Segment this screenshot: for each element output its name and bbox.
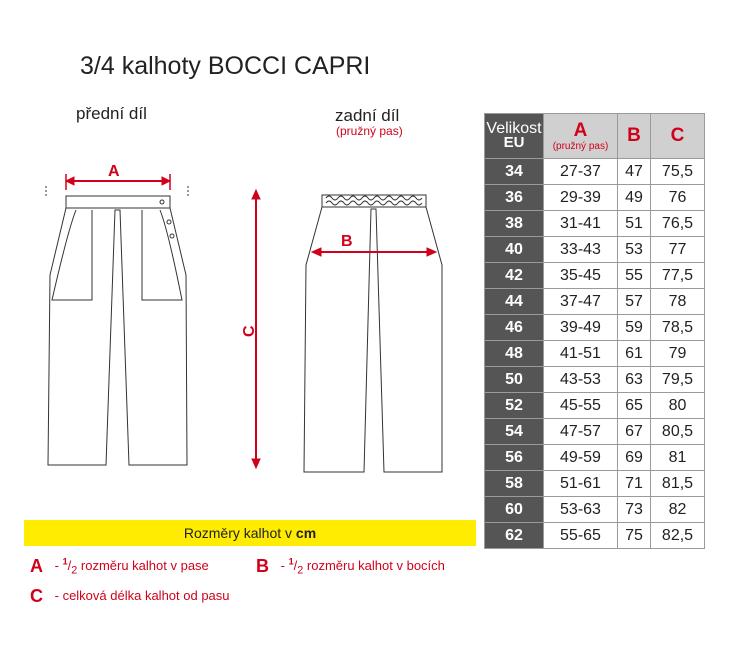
size-cell: 36 bbox=[485, 185, 544, 211]
table-row bbox=[485, 289, 705, 315]
a-cell: 51-61 bbox=[544, 471, 618, 497]
dimension-b-label: B bbox=[341, 233, 353, 250]
b-cell: 53 bbox=[618, 237, 651, 263]
a-cell: 29-39 bbox=[544, 185, 618, 211]
c-cell: 79,5 bbox=[651, 367, 705, 393]
legend-a-text: rozměru kalhot v pase bbox=[80, 558, 209, 573]
b-cell: 55 bbox=[618, 263, 651, 289]
b-cell: 63 bbox=[618, 367, 651, 393]
a-cell: 45-55 bbox=[544, 393, 618, 419]
legend-a: A - $^1/_2$ rozměru kalhot v pase bbox=[30, 556, 209, 577]
a-cell: 31-41 bbox=[544, 211, 618, 237]
legend-c-key: C bbox=[30, 586, 43, 606]
a-cell: 27-37 bbox=[544, 159, 618, 185]
c-cell: 81,5 bbox=[651, 471, 705, 497]
legend-a-key: A bbox=[30, 556, 43, 576]
table-row bbox=[485, 159, 705, 185]
legend-b: B - $^1/_2$ rozměru kalhot v bocích bbox=[256, 556, 445, 577]
c-cell: 78,5 bbox=[651, 315, 705, 341]
table-row bbox=[485, 237, 705, 263]
size-cell: 42 bbox=[485, 263, 544, 289]
back-view-note: (pružný pas) bbox=[336, 124, 403, 138]
a-cell: 35-45 bbox=[544, 263, 618, 289]
back-view-label: zadní díl bbox=[335, 106, 400, 125]
c-cell: 77 bbox=[651, 237, 705, 263]
c-cell: 80 bbox=[651, 393, 705, 419]
a-cell: 47-57 bbox=[544, 419, 618, 445]
b-cell: 65 bbox=[618, 393, 651, 419]
front-pants bbox=[46, 186, 188, 465]
front-view-label: přední díl bbox=[76, 104, 147, 123]
a-cell: 41-51 bbox=[544, 341, 618, 367]
b-cell: 49 bbox=[618, 185, 651, 211]
size-cell: 40 bbox=[485, 237, 544, 263]
table-row bbox=[485, 211, 705, 237]
table-row bbox=[485, 393, 705, 419]
c-cell: 76,5 bbox=[651, 211, 705, 237]
table-row bbox=[485, 445, 705, 471]
size-cell: 58 bbox=[485, 471, 544, 497]
table-row bbox=[485, 471, 705, 497]
b-cell: 69 bbox=[618, 445, 651, 471]
a-header-note: (pružný pas) bbox=[552, 140, 609, 152]
a-cell: 43-53 bbox=[544, 367, 618, 393]
legend-b-text: rozměru kalhot v bocích bbox=[306, 558, 445, 573]
a-cell: 55-65 bbox=[544, 523, 618, 549]
units-bar-unit: cm bbox=[295, 525, 317, 541]
b-cell: 47 bbox=[618, 159, 651, 185]
legend-c-text: - celková délka kalhot od pasu bbox=[54, 588, 230, 603]
table-row bbox=[485, 315, 705, 341]
a-cell: 33-43 bbox=[544, 237, 618, 263]
units-bar bbox=[24, 520, 476, 546]
a-cell: 53-63 bbox=[544, 497, 618, 523]
table-row bbox=[485, 367, 705, 393]
b-cell: 73 bbox=[618, 497, 651, 523]
legend-b-den: 2 bbox=[297, 564, 304, 577]
c-column-header bbox=[651, 114, 705, 159]
dimension-a-label: A bbox=[108, 163, 120, 180]
page-title: 3/4 kalhoty BOCCI CAPRI bbox=[80, 52, 371, 80]
legend-b-key: B bbox=[256, 556, 269, 576]
b-header-letter: B bbox=[627, 125, 641, 146]
back-pants bbox=[304, 195, 442, 472]
c-cell: 81 bbox=[651, 445, 705, 471]
units-bar-text: Rozměry kalhot v bbox=[183, 525, 293, 541]
c-header-letter: C bbox=[670, 125, 685, 146]
size-cell: 56 bbox=[485, 445, 544, 471]
a-cell: 39-49 bbox=[544, 315, 618, 341]
size-cell: 34 bbox=[485, 159, 544, 185]
b-cell: 61 bbox=[618, 341, 651, 367]
table-row bbox=[485, 341, 705, 367]
dimension-b-arrow bbox=[312, 248, 436, 256]
c-cell: 82,5 bbox=[651, 523, 705, 549]
b-cell: 57 bbox=[618, 289, 651, 315]
c-cell: 78 bbox=[651, 289, 705, 315]
size-header-line1: Velikost bbox=[486, 120, 542, 137]
legend-b-num: 1 bbox=[288, 556, 294, 567]
legend-a-dash: - bbox=[54, 558, 59, 573]
table-row bbox=[485, 523, 705, 549]
size-cell: 54 bbox=[485, 419, 544, 445]
c-cell: 77,5 bbox=[651, 263, 705, 289]
b-cell: 67 bbox=[618, 419, 651, 445]
size-cell: 46 bbox=[485, 315, 544, 341]
table-row bbox=[485, 497, 705, 523]
dimension-c-label: C bbox=[241, 325, 258, 337]
a-column-header bbox=[544, 114, 618, 159]
c-cell: 80,5 bbox=[651, 419, 705, 445]
table-row bbox=[485, 185, 705, 211]
table-row bbox=[485, 263, 705, 289]
size-cell: 60 bbox=[485, 497, 544, 523]
c-cell: 76 bbox=[651, 185, 705, 211]
b-cell: 59 bbox=[618, 315, 651, 341]
size-table bbox=[484, 113, 705, 549]
size-cell: 50 bbox=[485, 367, 544, 393]
size-cell: 48 bbox=[485, 341, 544, 367]
a-cell: 37-47 bbox=[544, 289, 618, 315]
size-cell: 38 bbox=[485, 211, 544, 237]
c-cell: 82 bbox=[651, 497, 705, 523]
b-column-header bbox=[618, 114, 651, 159]
legend-a-num: 1 bbox=[62, 556, 68, 567]
legend-a-den: 2 bbox=[71, 564, 78, 577]
size-cell: 44 bbox=[485, 289, 544, 315]
b-cell: 75 bbox=[618, 523, 651, 549]
a-header-letter: A bbox=[573, 119, 588, 141]
a-cell: 49-59 bbox=[544, 445, 618, 471]
c-cell: 79 bbox=[651, 341, 705, 367]
legend-b-dash: - bbox=[280, 558, 285, 573]
c-cell: 75,5 bbox=[651, 159, 705, 185]
size-cell: 52 bbox=[485, 393, 544, 419]
table-row bbox=[485, 419, 705, 445]
size-header-line2: EU bbox=[503, 134, 525, 151]
b-cell: 71 bbox=[618, 471, 651, 497]
legend-c bbox=[30, 586, 230, 607]
size-cell: 62 bbox=[485, 523, 544, 549]
b-cell: 51 bbox=[618, 211, 651, 237]
size-column-header bbox=[485, 114, 544, 159]
